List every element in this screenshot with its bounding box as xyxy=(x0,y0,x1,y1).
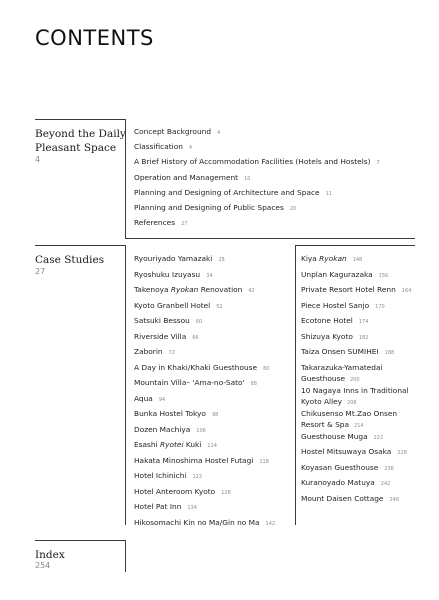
toc-entry-title: Esashi Ryotei Kuki xyxy=(134,440,202,449)
toc-entry-title: Mount Daisen Cottage xyxy=(301,493,384,503)
toc-entry-title: Takarazuka-Yamatedai Guesthouse xyxy=(301,362,383,383)
toc-entry[interactable] xyxy=(134,284,255,297)
toc-entry-page: 142 xyxy=(265,520,276,527)
toc-entry-title: Zaborin xyxy=(134,347,163,356)
toc-entry-title: Riverside Villa xyxy=(134,331,187,341)
toc-entry-title: Classification xyxy=(134,142,183,152)
toc-entry-page: 88 xyxy=(250,381,257,387)
section-title-line: Case Studies xyxy=(35,254,105,266)
toc-entry[interactable] xyxy=(134,408,218,421)
toc-entry-title: Kiya Ryokan xyxy=(301,254,347,263)
section-top-rule xyxy=(35,245,125,246)
toc-entry[interactable] xyxy=(134,517,275,530)
section-page-number: 27 xyxy=(35,267,46,276)
toc-entry[interactable] xyxy=(134,126,220,139)
toc-entry-page: 60 xyxy=(195,319,203,325)
toc-entry[interactable] xyxy=(134,501,197,514)
toc-entry-page: 106 xyxy=(196,427,206,434)
toc-entry[interactable] xyxy=(134,141,192,154)
toc-entry[interactable] xyxy=(301,446,407,459)
section-divider xyxy=(125,540,126,572)
toc-entry-page: 11 xyxy=(325,190,332,197)
toc-entry[interactable] xyxy=(134,377,257,390)
toc-entry-page: 182 xyxy=(358,334,369,341)
toc-entry[interactable] xyxy=(134,202,296,215)
toc-entry-title: Planning and Designing of Architecture and Space xyxy=(134,187,320,197)
section-page-number: 4 xyxy=(35,155,41,164)
toc-entry-page: 222 xyxy=(373,434,384,441)
toc-entry[interactable] xyxy=(301,300,385,313)
toc-entry-page: 4 xyxy=(217,130,221,136)
toc-entry-page: 7 xyxy=(376,160,380,167)
toc-entry[interactable] xyxy=(134,470,202,483)
toc-entry-title: 10 Nagaya Inns in Traditional Kyoto Alley xyxy=(301,385,409,406)
toc-entry-title: Private Resort Hotel Renn xyxy=(301,285,396,294)
toc-entry-page: 20 xyxy=(289,206,297,212)
toc-entry[interactable] xyxy=(301,477,390,490)
toc-entry-title: Hotel Ichinichi xyxy=(134,471,187,480)
toc-entry-title: Hikosomachi Kin no Ma/Gin no Ma xyxy=(134,517,260,527)
toc-entry[interactable] xyxy=(134,455,269,468)
section-divider xyxy=(125,245,126,525)
toc-entry[interactable] xyxy=(134,393,165,406)
section-top-rule xyxy=(35,540,125,541)
toc-entry-title: A Brief History of Accommodation Facilities (Hotels and Hostels) xyxy=(134,157,371,167)
toc-entry-title: Concept Background xyxy=(134,127,212,136)
toc-entry-page: 114 xyxy=(207,443,217,449)
toc-entry-title: Taiza Onsen SUMIHEI xyxy=(301,347,379,356)
toc-entry-page: 246 xyxy=(389,496,400,503)
toc-entry-page: 66 xyxy=(192,334,199,341)
section-title-line: Index xyxy=(35,549,65,561)
toc-entry[interactable] xyxy=(301,284,411,297)
toc-entry-title: Takenoya Ryokan Renovation xyxy=(134,285,243,294)
toc-entry-title: A Day in Khaki/Khaki Guesthouse xyxy=(134,362,258,372)
toc-entry-title: Guesthouse Muga xyxy=(301,431,368,441)
toc-entry[interactable] xyxy=(134,439,217,452)
toc-entry-page: 4 xyxy=(188,145,193,152)
toc-entry-page: 128 xyxy=(221,489,231,496)
toc-entry-title: Kuranoyado Matuya xyxy=(301,478,375,487)
toc-entry-title: Ryouriyado Yamazaki xyxy=(134,254,213,263)
toc-entry-title: Aqua xyxy=(134,393,153,403)
page-title: CONTENTS xyxy=(35,26,154,50)
toc-entry[interactable] xyxy=(134,486,231,499)
toc-entry-title: Ryoshuku Izuyasu xyxy=(134,269,201,279)
toc-entry-title: Koyasan Guesthouse xyxy=(301,462,379,472)
toc-entry-page: 156 xyxy=(378,272,389,279)
toc-entry-title: Hakata Minoshima Hostel Futagi xyxy=(134,455,254,465)
toc-entry-title: Hostel Mitsuwaya Osaka xyxy=(301,447,392,456)
toc-entry[interactable] xyxy=(134,187,332,200)
toc-entry-title: Hotel Anteroom Kyoto xyxy=(134,486,216,496)
toc-entry-page: 134 xyxy=(187,505,197,511)
toc-entry-page: 10 xyxy=(244,175,251,182)
toc-entry-page: 42 xyxy=(248,288,255,294)
toc-entry-title: Bunka Hostel Tokyo xyxy=(134,409,206,418)
toc-entry-page: 236 xyxy=(384,465,394,472)
toc-entry-title: Unplan Kagurazaka xyxy=(301,269,373,279)
section-title-line: Pleasant Space xyxy=(35,142,117,154)
toc-entry[interactable] xyxy=(134,300,223,313)
toc-entry[interactable] xyxy=(301,253,362,266)
section-title xyxy=(35,253,104,267)
section-entries-rule xyxy=(295,245,415,246)
toc-entry[interactable] xyxy=(301,431,383,444)
toc-entry-page: 200 xyxy=(350,376,360,383)
toc-entry[interactable] xyxy=(134,362,269,375)
toc-entry[interactable] xyxy=(134,156,380,169)
toc-entry-title: Satsuki Bessou xyxy=(134,316,190,325)
toc-entry-page: 34 xyxy=(206,272,213,279)
toc-entry[interactable] xyxy=(134,269,213,282)
toc-entry[interactable] xyxy=(134,346,175,359)
toc-entry[interactable] xyxy=(301,493,399,506)
toc-entry-title: Piece Hostel Sanjo xyxy=(301,300,370,310)
toc-entry-page: 122 xyxy=(192,474,202,480)
toc-entry-title: Kyoto Granbell Hotel xyxy=(134,300,211,310)
toc-entry-title: References xyxy=(134,218,176,228)
toc-entry-title: Ecotone Hotel xyxy=(301,316,353,325)
toc-entry-title: Planning and Designing of Public Spaces xyxy=(134,203,284,212)
toc-entry[interactable] xyxy=(301,331,368,344)
section-title xyxy=(35,127,126,155)
toc-entry[interactable] xyxy=(134,172,250,185)
toc-entry[interactable] xyxy=(301,315,368,328)
toc-entry-page: 174 xyxy=(358,319,369,325)
toc-entry-page: 148 xyxy=(352,257,363,263)
toc-entry-page: 52 xyxy=(216,303,223,310)
toc-entry-page: 118 xyxy=(259,458,269,465)
toc-entry-page: 94 xyxy=(158,396,166,403)
toc-entry-title: Dozen Machiya xyxy=(134,424,191,434)
toc-entry[interactable] xyxy=(301,385,421,409)
section-top-rule xyxy=(35,119,125,120)
toc-entry-page: 206 xyxy=(347,399,357,406)
toc-entry[interactable] xyxy=(301,462,394,475)
toc-entry-page: 27 xyxy=(181,221,188,228)
section-page-number: 254 xyxy=(35,561,51,570)
toc-entry[interactable] xyxy=(134,253,225,266)
toc-section-index xyxy=(0,540,439,572)
section-entries-rule xyxy=(125,238,415,239)
section-title xyxy=(35,548,65,562)
toc-entry-title: Chikusenso Mt.Zao Onsen Resort & Spa xyxy=(301,408,398,429)
toc-entry[interactable] xyxy=(301,362,421,386)
toc-entry-page: 188 xyxy=(384,350,395,356)
toc-entry[interactable] xyxy=(301,346,394,359)
toc-entry-page: 214 xyxy=(354,422,364,429)
toc-entry[interactable] xyxy=(301,408,421,432)
toc-entry-page: 228 xyxy=(397,450,407,456)
toc-entry-title: Hotel Pat Inn xyxy=(134,502,182,511)
toc-entry-page: 28 xyxy=(218,257,225,263)
toc-entry[interactable] xyxy=(301,269,388,282)
toc-entry-page: 170 xyxy=(375,303,385,310)
toc-entry-page: 80 xyxy=(263,365,270,372)
toc-entry[interactable] xyxy=(134,424,206,437)
toc-entry-title: Operation and Management xyxy=(134,172,239,182)
toc-entry[interactable] xyxy=(134,331,199,344)
section-title-line: Beyond the Daily xyxy=(35,128,126,140)
toc-entry-title: Shizuya Kyoto xyxy=(301,331,353,341)
toc-entry-page: 98 xyxy=(211,412,219,418)
toc-entry-page: 164 xyxy=(401,288,412,294)
toc-entry-title: Mountain Villa– 'Ama-no-Sato' xyxy=(134,378,245,387)
toc-entry-page: 242 xyxy=(380,481,391,487)
toc-entry[interactable] xyxy=(134,217,187,230)
toc-entry-page: 72 xyxy=(168,350,175,356)
toc-entry[interactable] xyxy=(134,315,202,328)
column-divider xyxy=(295,245,296,525)
